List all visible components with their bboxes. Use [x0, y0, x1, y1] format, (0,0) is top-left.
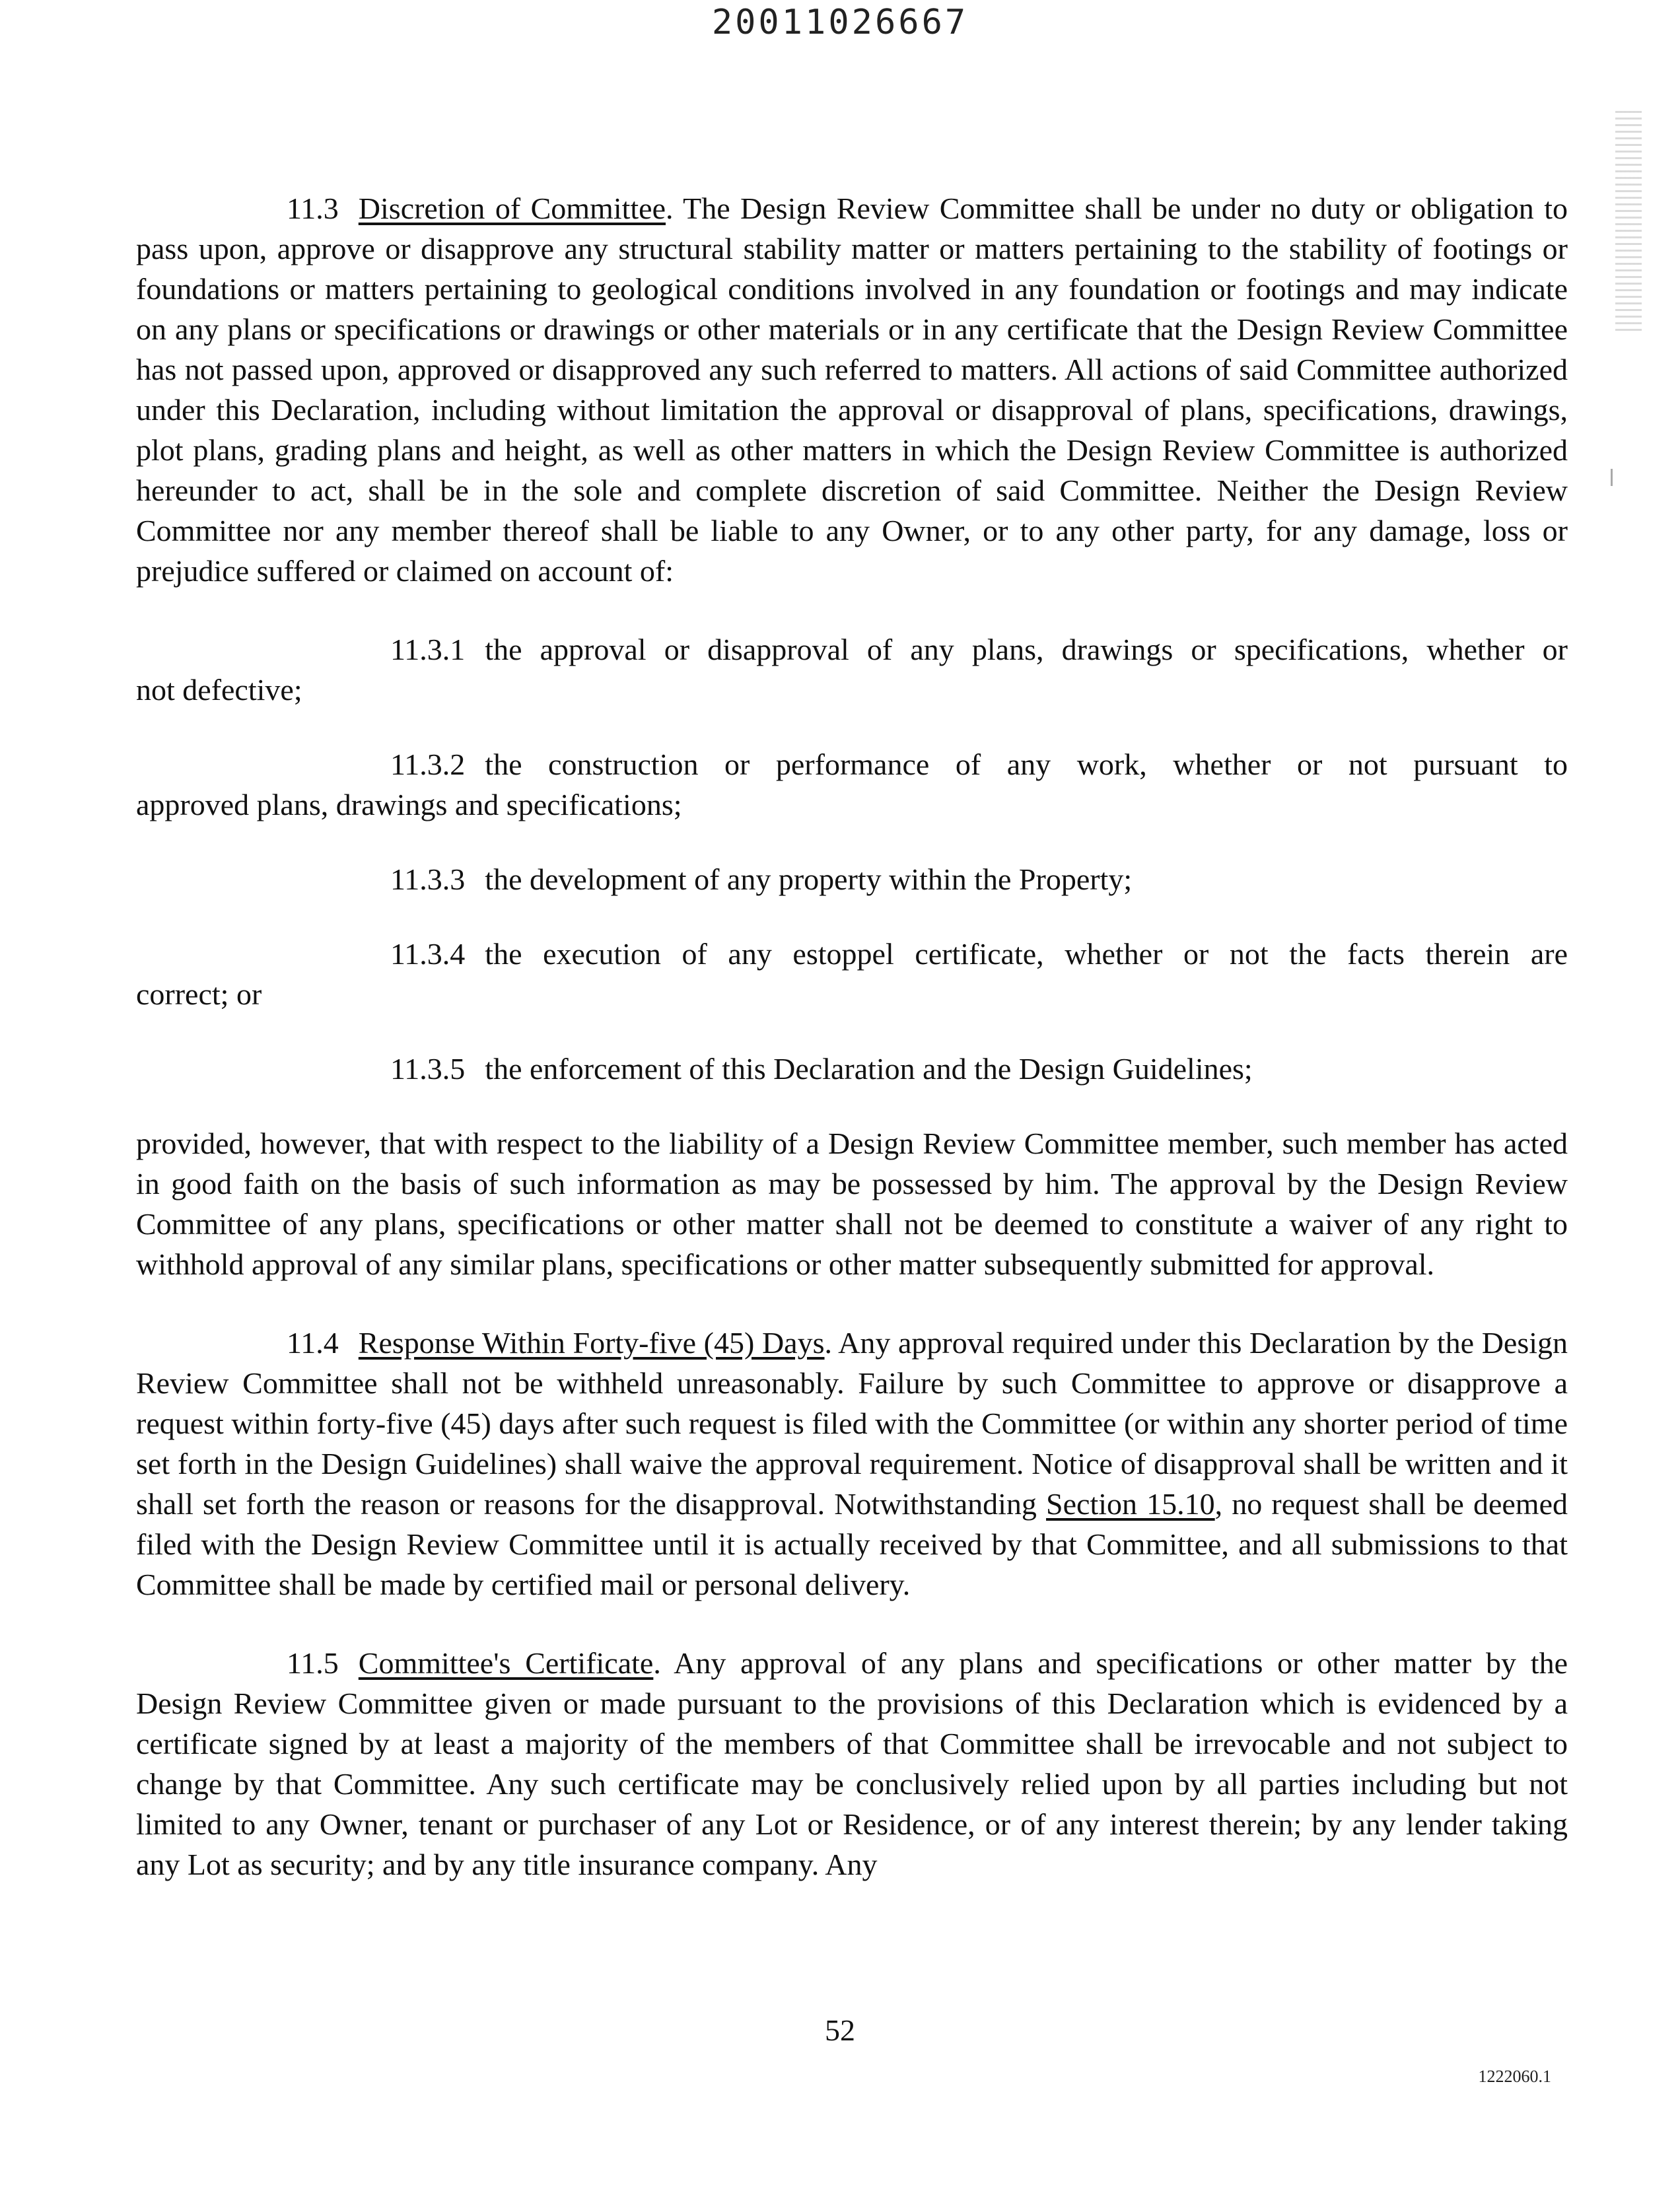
side-stamp-mark [1615, 111, 1642, 335]
subsection-11-3-3 [136, 859, 1568, 899]
proviso-paragraph: provided, however, that with respect to the liability of a Design Review Committee member, such member has acted in good faith on the basis of such information as may be possessed by him. The approval by the Design Review Committee of any plans, specifications or other matter shall not be deemed to constitute a waiver of any right to withhold approval of any similar plans, specifications or other matter subsequently submitted for approval. [136, 1127, 1568, 1281]
subsection-11-3-5 [136, 1049, 1568, 1089]
subsection-11-3-2 [136, 744, 1568, 825]
document-id: 1222060.1 [1478, 2067, 1551, 2086]
page-number: 52 [825, 2013, 855, 2047]
section-text: . Any approval required under this Declaration by the Design Review Committee shall not be withheld unreasonably. Failure by such Committee to approve or disapprove a request within forty-five (45) days after such request is filed with the Committee (or within any shorter period of time set forth in the Design Guidelines) shall waive the approval requirement. Notice of disapproval shall be written and it shall set forth the reason or reasons for the disapproval. Notwithstanding [136, 1326, 1568, 1521]
subsection-text: the enforcement of this Declaration and the Design Guidelines; [485, 1052, 1253, 1086]
subsection-text: the execution of any estoppel certificate, whether or not the facts therein are [485, 937, 1568, 971]
subsection-text: the approval or disapproval of any plans, drawings or specifications, whether or [485, 633, 1568, 666]
section-text: . Any approval of any plans and specifications or other matter by the Design Review Committee given or made pursuant to the provisions of this Declaration which is evidenced by a certificate signed by at least a majority of the members of that Committee shall be irrevocable and not subject to change by that Committee. Any such certificate may be conclusively relied upon by all parties including but not limited to any Owner, tenant or purchaser of any Lot or Residence, or of any interest therein; by any lender taking any Lot as security; and by any title insurance company. Any [136, 1646, 1568, 1881]
subsection-text: the construction or performance of any work, whether or not pursuant to [485, 747, 1568, 781]
subsection-continuation: correct; or [136, 977, 262, 1011]
section-number: 11.5 [287, 1646, 339, 1680]
subsection-continuation: not defective; [136, 673, 302, 707]
section-11-5 [136, 1643, 1568, 1885]
subsection-number: 11.3.2 [390, 747, 466, 781]
section-heading: Response Within Forty-five (45) Days [358, 1326, 825, 1360]
subsection-number: 11.3.4 [390, 937, 466, 971]
recording-number: 20011026667 [711, 3, 969, 42]
section-heading: Committee's Certificate [358, 1646, 654, 1680]
subsection-text: the development of any property within the Property; [485, 862, 1133, 896]
margin-tick-mark [1611, 469, 1613, 486]
section-number: 11.4 [287, 1326, 339, 1360]
subsection-number: 11.3.5 [390, 1052, 466, 1086]
subsection-11-3-1 [136, 629, 1568, 710]
section-text: . The Design Review Committee shall be under no duty or obligation to pass upon, approve or disapprove any structural stability matter or matters pertaining to the stability of footings or foundations or matters pertaining to geological conditions involved in any foundation or footings and may indicate on any plans or specifications or drawings or other materials or in any certificate that the Design Review Committee has not passed upon, approved or disapproved any such referred to matters. All actions of said Committee authorized under this Declaration, including without limitation the approval or disapproval of plans, specifications, drawings, plot plans, grading plans and height, as well as other matters in which the Design Review Committee is authorized hereunder to act, shall be in the sole and complete discretion of said Committee. Neither the Design Review Committee nor any member thereof shall be liable to any Owner, or to any other party, for any damage, loss or prejudice suffered or claimed on account of: [136, 191, 1568, 588]
document-body [136, 188, 1568, 1923]
subsection-continuation: approved plans, drawings and specifications; [136, 788, 682, 821]
section-11-4 [136, 1323, 1568, 1605]
section-11-3 [136, 188, 1568, 591]
subsection-11-3-4 [136, 934, 1568, 1014]
section-number: 11.3 [287, 191, 339, 225]
subsection-number: 11.3.3 [390, 862, 466, 896]
section-cross-reference: Section 15.10 [1046, 1487, 1215, 1521]
subsection-number: 11.3.1 [390, 633, 466, 666]
section-heading: Discretion of Committee [358, 191, 666, 225]
section-text-continued: , no request shall be deemed filed with the Design Review Committee until it is actually received by that Committee, and all submissions to that Committee shall be made by certified mail or personal delivery. [136, 1487, 1568, 1601]
